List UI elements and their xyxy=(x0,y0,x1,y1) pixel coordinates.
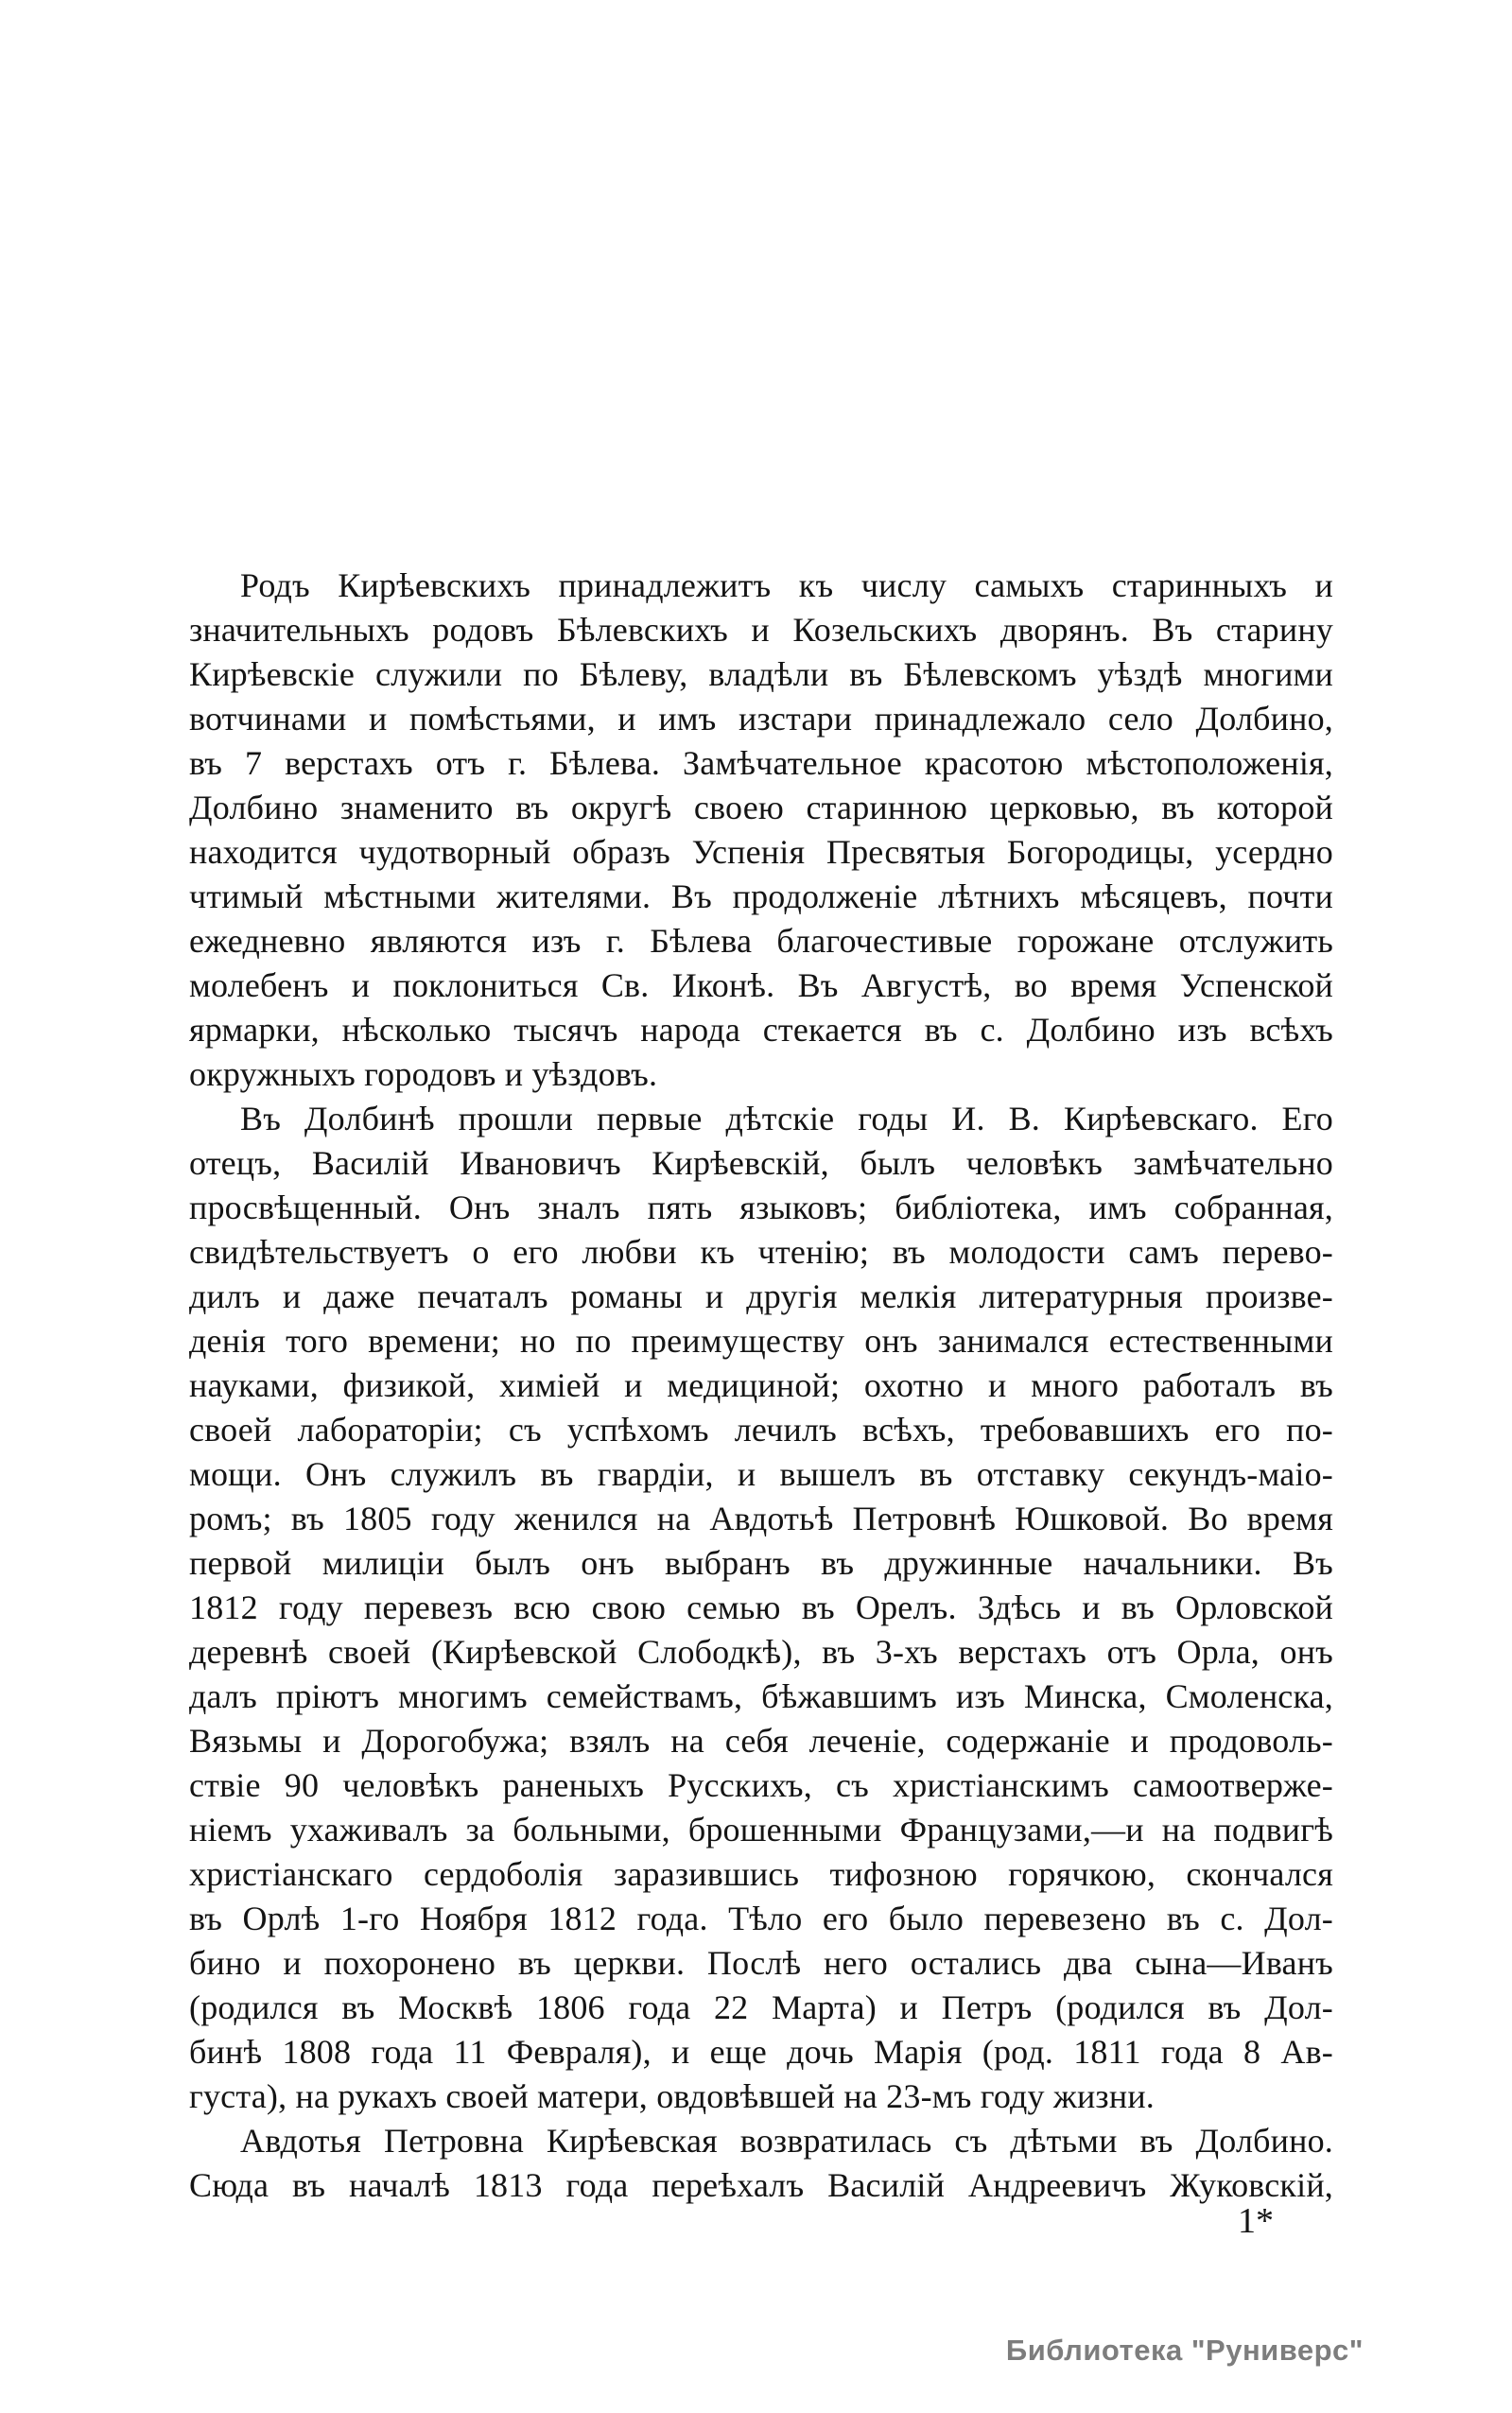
text-line: густа), на рукахъ своей матери, овдовѣвшей на 23-мъ году жизни. xyxy=(189,2077,1155,2115)
text-line: ежедневно являются изъ г. Бѣлева благочестивые горожане отслужить xyxy=(189,922,1333,960)
text-line: 1812 году перевезъ всю свою семью въ Орелъ. Здѣсь и въ Орловской xyxy=(189,1588,1333,1626)
text-line: науками, физикой, химіей и медициной; охотно и много работалъ въ xyxy=(189,1366,1333,1404)
text-line: чтимый мѣстными жителями. Въ продолженіе лѣтнихъ мѣсяцевъ, почти xyxy=(189,877,1333,915)
text-line: находится чудотворный образъ Успенія Пресвятыя Богородицы, усердно xyxy=(189,833,1333,871)
text-line: ствіе 90 человѣкъ раненыхъ Русскихъ, съ христіанскимъ самоотверже- xyxy=(189,1766,1333,1804)
text-line: денія того времени; но по преимуществу онъ занимался естественными xyxy=(189,1322,1333,1360)
text-line: Вязьмы и Дорогобужа; взялъ на себя леченіе, содержаніе и продоволь- xyxy=(189,1722,1333,1760)
text-line: (родился въ Москвѣ 1806 года 22 Марта) и Петръ (родился въ Дол- xyxy=(189,1988,1333,2026)
text-line: бинѣ 1808 года 11 Февраля), и еще дочь Марія (род. 1811 года 8 Ав- xyxy=(189,2033,1333,2071)
text-line: первой милиціи былъ онъ выбранъ въ дружинные начальники. Въ xyxy=(189,1544,1333,1582)
text-line: ярмарки, нѣсколько тысячъ народа стекается въ с. Долбино изъ всѣхъ xyxy=(189,1011,1333,1049)
text-line: своей лабораторіи; съ успѣхомъ лечилъ всѣхъ, требовавшихъ его по- xyxy=(189,1411,1333,1449)
text-line: молебенъ и поклониться Св. Иконѣ. Въ Августѣ, во время Успенской xyxy=(189,966,1333,1004)
text-line: Въ Долбинѣ прошли первые дѣтскіе годы И. В. Кирѣевскаго. Его xyxy=(240,1100,1333,1137)
text-line: окружныхъ городовъ и уѣздовъ. xyxy=(189,1055,658,1093)
text-line: вотчинами и помѣстьями, и имъ изстари принадлежало село Долбино, xyxy=(189,700,1333,738)
text-line: мощи. Онъ служилъ въ гвардіи, и вышелъ въ отставку секундъ-маіо- xyxy=(189,1455,1333,1493)
text-line: бино и похоронено въ церкви. Послѣ него остались два сына—Иванъ xyxy=(189,1944,1333,1982)
text-line: просвѣщенный. Онъ зналъ пять языковъ; библіотека, имъ собранная, xyxy=(189,1189,1333,1226)
text-line: ромъ; въ 1805 году женился на Авдотьѣ Петровнѣ Юшковой. Во время xyxy=(189,1500,1333,1537)
text-line: въ 7 верстахъ отъ г. Бѣлева. Замѣчательное красотою мѣстоположенія, xyxy=(189,744,1333,782)
signature-mark: 1* xyxy=(1238,2201,1274,2241)
body-text xyxy=(189,564,1333,2208)
text-line: отецъ, Василій Ивановичъ Кирѣевскій, былъ человѣкъ замѣчательно xyxy=(189,1144,1333,1182)
text-line: Сюда въ началѣ 1813 года переѣхалъ Василій Андреевичъ Жуковскій, xyxy=(189,2166,1333,2204)
text-line: дилъ и даже печаталъ романы и другія мелкія литературныя произве- xyxy=(189,1277,1333,1315)
text-line: Родъ Кирѣевскихъ принадлежитъ къ числу самыхъ старинныхъ и xyxy=(240,566,1333,604)
text-line: ніемъ ухаживалъ за больными, брошенными Французами,—и на подвигѣ xyxy=(189,1811,1333,1849)
text-line: Долбино знаменито въ округѣ своею старинною церковью, въ которой xyxy=(189,789,1333,826)
text-line: значительныхъ родовъ Бѣлевскихъ и Козельскихъ дворянъ. Въ старину xyxy=(189,611,1333,649)
text-line: свидѣтельствуетъ о его любви къ чтенію; въ молодости самъ перево- xyxy=(189,1233,1333,1271)
text-line: Кирѣевскіе служили по Бѣлеву, владѣли въ Бѣлевскомъ уѣздѣ многими xyxy=(189,655,1333,693)
text-line: деревнѣ своей (Кирѣевской Слободкѣ), въ 3-хъ верстахъ отъ Орла, онъ xyxy=(189,1633,1333,1671)
text-line: христіанскаго сердоболія заразившись тифозною горячкою, скончался xyxy=(189,1855,1333,1893)
library-watermark: Библиотека "Руниверс" xyxy=(1005,2334,1364,2367)
text-line: Авдотья Петровна Кирѣевская возвратилась съ дѣтьми въ Долбино. xyxy=(240,2122,1333,2160)
text-line: въ Орлѣ 1-го Ноября 1812 года. Тѣло его было перевезено въ с. Дол- xyxy=(189,1900,1333,1937)
text-line: далъ пріютъ многимъ семействамъ, бѣжавшимъ изъ Минска, Смоленска, xyxy=(189,1677,1333,1715)
